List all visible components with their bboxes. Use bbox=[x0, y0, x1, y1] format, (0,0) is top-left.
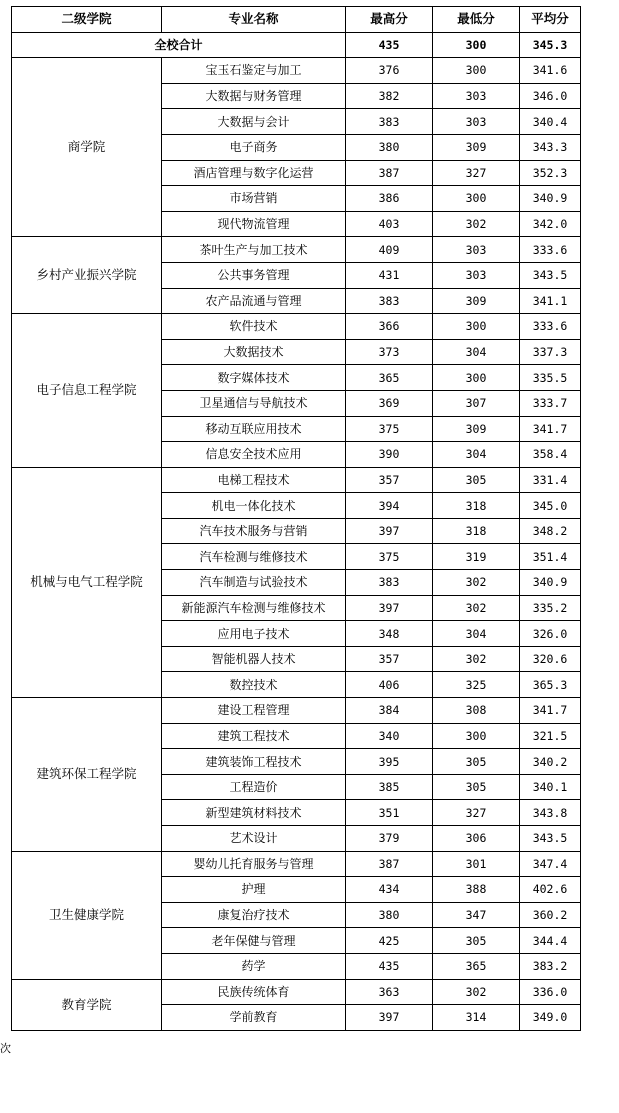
avg-score: 340.9 bbox=[520, 186, 581, 212]
table-row bbox=[12, 237, 581, 263]
total-label: 全校合计 bbox=[12, 32, 346, 58]
avg-score: 351.4 bbox=[520, 544, 581, 570]
min-score: 309 bbox=[433, 288, 520, 314]
table-row bbox=[12, 851, 581, 877]
avg-score: 343.8 bbox=[520, 800, 581, 826]
major-name: 大数据与会计 bbox=[162, 109, 346, 135]
avg-score: 326.0 bbox=[520, 621, 581, 647]
major-name: 机电一体化技术 bbox=[162, 493, 346, 519]
major-name: 移动互联应用技术 bbox=[162, 416, 346, 442]
min-score: 307 bbox=[433, 390, 520, 416]
min-score: 308 bbox=[433, 698, 520, 724]
max-score: 386 bbox=[346, 186, 433, 212]
major-name: 婴幼儿托育服务与管理 bbox=[162, 851, 346, 877]
major-name: 建筑工程技术 bbox=[162, 723, 346, 749]
max-score: 409 bbox=[346, 237, 433, 263]
total-avg: 345.3 bbox=[520, 32, 581, 58]
college-name: 商学院 bbox=[12, 58, 162, 237]
avg-score: 341.6 bbox=[520, 58, 581, 84]
table-row bbox=[12, 979, 581, 1005]
major-name: 市场营销 bbox=[162, 186, 346, 212]
header-row bbox=[12, 7, 581, 33]
avg-score: 383.2 bbox=[520, 953, 581, 979]
max-score: 357 bbox=[346, 467, 433, 493]
min-score: 303 bbox=[433, 83, 520, 109]
avg-score: 336.0 bbox=[520, 979, 581, 1005]
avg-score: 342.0 bbox=[520, 211, 581, 237]
max-score: 397 bbox=[346, 518, 433, 544]
max-score: 387 bbox=[346, 160, 433, 186]
avg-score: 341.7 bbox=[520, 416, 581, 442]
avg-score: 343.5 bbox=[520, 826, 581, 852]
avg-score: 352.3 bbox=[520, 160, 581, 186]
major-name: 新能源汽车检测与维修技术 bbox=[162, 595, 346, 621]
table-row bbox=[12, 698, 581, 724]
max-score: 387 bbox=[346, 851, 433, 877]
header-min-score: 最低分 bbox=[433, 7, 520, 33]
major-name: 护理 bbox=[162, 877, 346, 903]
major-name: 汽车技术服务与营销 bbox=[162, 518, 346, 544]
min-score: 309 bbox=[433, 416, 520, 442]
max-score: 369 bbox=[346, 390, 433, 416]
max-score: 357 bbox=[346, 646, 433, 672]
min-score: 327 bbox=[433, 800, 520, 826]
max-score: 383 bbox=[346, 570, 433, 596]
min-score: 303 bbox=[433, 262, 520, 288]
college-name: 卫生健康学院 bbox=[12, 851, 162, 979]
major-name: 茶叶生产与加工技术 bbox=[162, 237, 346, 263]
min-score: 300 bbox=[433, 58, 520, 84]
college-name: 机械与电气工程学院 bbox=[12, 467, 162, 697]
major-name: 酒店管理与数字化运营 bbox=[162, 160, 346, 186]
min-score: 347 bbox=[433, 902, 520, 928]
min-score: 319 bbox=[433, 544, 520, 570]
min-score: 306 bbox=[433, 826, 520, 852]
min-score: 314 bbox=[433, 1005, 520, 1031]
major-name: 数控技术 bbox=[162, 672, 346, 698]
max-score: 383 bbox=[346, 288, 433, 314]
min-score: 302 bbox=[433, 979, 520, 1005]
avg-score: 340.9 bbox=[520, 570, 581, 596]
min-score: 318 bbox=[433, 493, 520, 519]
header-college: 二级学院 bbox=[12, 7, 162, 33]
header-avg-score: 平均分 bbox=[520, 7, 581, 33]
header-max-score: 最高分 bbox=[346, 7, 433, 33]
min-score: 318 bbox=[433, 518, 520, 544]
major-name: 建筑装饰工程技术 bbox=[162, 749, 346, 775]
max-score: 375 bbox=[346, 416, 433, 442]
major-name: 大数据技术 bbox=[162, 339, 346, 365]
avg-score: 340.2 bbox=[520, 749, 581, 775]
avg-score: 333.6 bbox=[520, 314, 581, 340]
min-score: 303 bbox=[433, 237, 520, 263]
min-score: 302 bbox=[433, 570, 520, 596]
max-score: 376 bbox=[346, 58, 433, 84]
max-score: 431 bbox=[346, 262, 433, 288]
major-name: 民族传统体育 bbox=[162, 979, 346, 1005]
min-score: 304 bbox=[433, 442, 520, 468]
avg-score: 343.5 bbox=[520, 262, 581, 288]
table-row bbox=[12, 314, 581, 340]
major-name: 农产品流通与管理 bbox=[162, 288, 346, 314]
major-name: 宝玉石鉴定与加工 bbox=[162, 58, 346, 84]
major-name: 汽车制造与试验技术 bbox=[162, 570, 346, 596]
avg-score: 321.5 bbox=[520, 723, 581, 749]
min-score: 304 bbox=[433, 339, 520, 365]
max-score: 380 bbox=[346, 902, 433, 928]
min-score: 303 bbox=[433, 109, 520, 135]
major-name: 新型建筑材料技术 bbox=[162, 800, 346, 826]
total-row bbox=[12, 32, 581, 58]
major-name: 汽车检测与维修技术 bbox=[162, 544, 346, 570]
min-score: 327 bbox=[433, 160, 520, 186]
max-score: 365 bbox=[346, 365, 433, 391]
major-name: 电梯工程技术 bbox=[162, 467, 346, 493]
avg-score: 335.5 bbox=[520, 365, 581, 391]
major-name: 电子商务 bbox=[162, 134, 346, 160]
max-score: 435 bbox=[346, 953, 433, 979]
max-score: 348 bbox=[346, 621, 433, 647]
avg-score: 365.3 bbox=[520, 672, 581, 698]
max-score: 340 bbox=[346, 723, 433, 749]
major-name: 卫星通信与导航技术 bbox=[162, 390, 346, 416]
max-score: 380 bbox=[346, 134, 433, 160]
max-score: 379 bbox=[346, 826, 433, 852]
avg-score: 349.0 bbox=[520, 1005, 581, 1031]
max-score: 397 bbox=[346, 1005, 433, 1031]
college-name: 乡村产业振兴学院 bbox=[12, 237, 162, 314]
score-table bbox=[11, 6, 581, 1031]
max-score: 395 bbox=[346, 749, 433, 775]
max-score: 394 bbox=[346, 493, 433, 519]
avg-score: 360.2 bbox=[520, 902, 581, 928]
avg-score: 358.4 bbox=[520, 442, 581, 468]
min-score: 365 bbox=[433, 953, 520, 979]
college-name: 教育学院 bbox=[12, 979, 162, 1030]
max-score: 375 bbox=[346, 544, 433, 570]
footnote-text: 次 bbox=[0, 1042, 11, 1055]
major-name: 数字媒体技术 bbox=[162, 365, 346, 391]
major-name: 工程造价 bbox=[162, 774, 346, 800]
major-name: 智能机器人技术 bbox=[162, 646, 346, 672]
min-score: 301 bbox=[433, 851, 520, 877]
major-name: 艺术设计 bbox=[162, 826, 346, 852]
min-score: 388 bbox=[433, 877, 520, 903]
table-body bbox=[12, 32, 581, 1030]
max-score: 363 bbox=[346, 979, 433, 1005]
avg-score: 340.1 bbox=[520, 774, 581, 800]
min-score: 304 bbox=[433, 621, 520, 647]
avg-score: 340.4 bbox=[520, 109, 581, 135]
major-name: 应用电子技术 bbox=[162, 621, 346, 647]
major-name: 现代物流管理 bbox=[162, 211, 346, 237]
avg-score: 320.6 bbox=[520, 646, 581, 672]
min-score: 305 bbox=[433, 928, 520, 954]
major-name: 大数据与财务管理 bbox=[162, 83, 346, 109]
min-score: 305 bbox=[433, 749, 520, 775]
major-name: 康复治疗技术 bbox=[162, 902, 346, 928]
major-name: 软件技术 bbox=[162, 314, 346, 340]
min-score: 300 bbox=[433, 365, 520, 391]
major-name: 公共事务管理 bbox=[162, 262, 346, 288]
avg-score: 343.3 bbox=[520, 134, 581, 160]
max-score: 382 bbox=[346, 83, 433, 109]
avg-score: 402.6 bbox=[520, 877, 581, 903]
avg-score: 346.0 bbox=[520, 83, 581, 109]
max-score: 406 bbox=[346, 672, 433, 698]
max-score: 397 bbox=[346, 595, 433, 621]
max-score: 390 bbox=[346, 442, 433, 468]
major-name: 学前教育 bbox=[162, 1005, 346, 1031]
college-name: 建筑环保工程学院 bbox=[12, 698, 162, 852]
avg-score: 341.1 bbox=[520, 288, 581, 314]
total-max: 435 bbox=[346, 32, 433, 58]
table-row bbox=[12, 58, 581, 84]
min-score: 325 bbox=[433, 672, 520, 698]
min-score: 302 bbox=[433, 595, 520, 621]
max-score: 434 bbox=[346, 877, 433, 903]
avg-score: 335.2 bbox=[520, 595, 581, 621]
max-score: 373 bbox=[346, 339, 433, 365]
avg-score: 333.6 bbox=[520, 237, 581, 263]
min-score: 302 bbox=[433, 211, 520, 237]
min-score: 300 bbox=[433, 314, 520, 340]
college-name: 电子信息工程学院 bbox=[12, 314, 162, 468]
max-score: 403 bbox=[346, 211, 433, 237]
major-name: 药学 bbox=[162, 953, 346, 979]
avg-score: 337.3 bbox=[520, 339, 581, 365]
max-score: 366 bbox=[346, 314, 433, 340]
major-name: 老年保健与管理 bbox=[162, 928, 346, 954]
min-score: 300 bbox=[433, 723, 520, 749]
max-score: 425 bbox=[346, 928, 433, 954]
max-score: 384 bbox=[346, 698, 433, 724]
total-min: 300 bbox=[433, 32, 520, 58]
major-name: 建设工程管理 bbox=[162, 698, 346, 724]
max-score: 383 bbox=[346, 109, 433, 135]
avg-score: 333.7 bbox=[520, 390, 581, 416]
major-name: 信息安全技术应用 bbox=[162, 442, 346, 468]
avg-score: 344.4 bbox=[520, 928, 581, 954]
min-score: 300 bbox=[433, 186, 520, 212]
min-score: 305 bbox=[433, 467, 520, 493]
avg-score: 345.0 bbox=[520, 493, 581, 519]
min-score: 305 bbox=[433, 774, 520, 800]
header-major: 专业名称 bbox=[162, 7, 346, 33]
min-score: 309 bbox=[433, 134, 520, 160]
max-score: 385 bbox=[346, 774, 433, 800]
avg-score: 331.4 bbox=[520, 467, 581, 493]
avg-score: 347.4 bbox=[520, 851, 581, 877]
avg-score: 348.2 bbox=[520, 518, 581, 544]
min-score: 302 bbox=[433, 646, 520, 672]
max-score: 351 bbox=[346, 800, 433, 826]
avg-score: 341.7 bbox=[520, 698, 581, 724]
table-row bbox=[12, 467, 581, 493]
